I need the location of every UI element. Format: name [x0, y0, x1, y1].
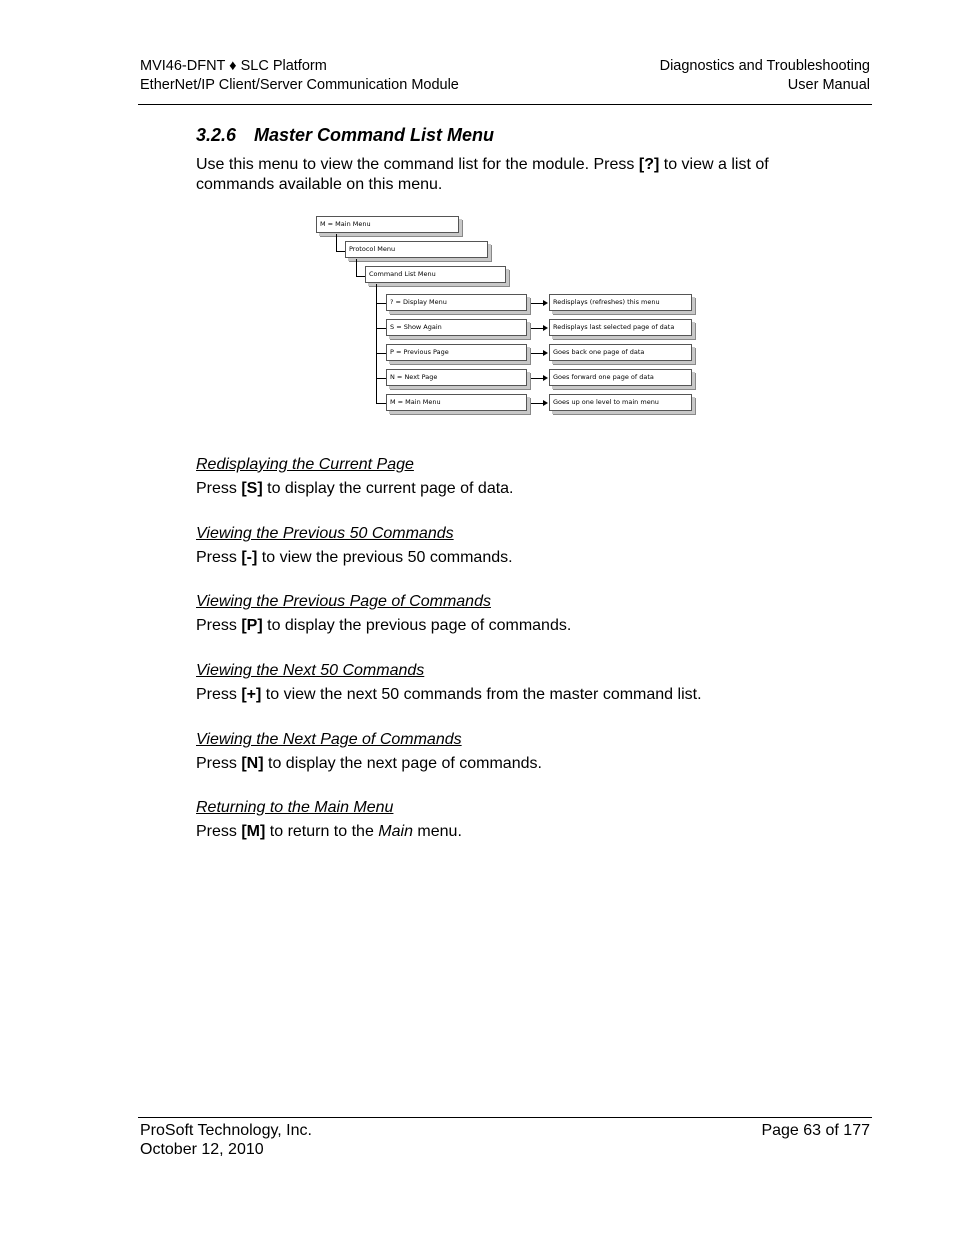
diagram-command-key-box: S = Show Again	[386, 319, 527, 336]
body-text: to display the previous page of commands.	[262, 617, 572, 634]
footer-company: ProSoft Technology, Inc.	[140, 1122, 312, 1139]
arrow-right-icon	[543, 300, 548, 306]
connector-line	[531, 328, 543, 329]
key-label: [P]	[241, 617, 263, 634]
header-divider	[138, 104, 872, 105]
intro-text-before: Use this menu to view the command list for the module. Press	[196, 156, 639, 173]
intro-key: [?]	[638, 156, 660, 173]
subsection	[196, 455, 514, 499]
connector-line	[531, 403, 543, 404]
diagram-command-key-box: M = Main Menu	[386, 394, 527, 411]
subsection-title: Viewing the Next 50 Commands	[196, 662, 425, 679]
diagram-command-desc-box: Goes forward one page of data	[549, 369, 692, 386]
header-module: EtherNet/IP Client/Server Communication Module	[140, 77, 459, 93]
running-header-right	[660, 57, 870, 95]
body-text: to display the next page of commands.	[263, 755, 542, 772]
body-text: to return to the	[265, 823, 379, 840]
subsection	[196, 730, 542, 774]
section-number: 3.2.6	[196, 125, 237, 145]
body-text: menu.	[412, 823, 462, 840]
footer-left	[140, 1121, 312, 1159]
diagram-command-desc-box: Goes up one level to main menu	[549, 394, 692, 411]
subsection-title: Viewing the Previous 50 Commands	[196, 525, 454, 542]
footer-right	[761, 1121, 870, 1140]
subsection-body	[196, 479, 514, 499]
diagram-command-key-box: ? = Display Menu	[386, 294, 527, 311]
diagram-command-desc-box: Goes back one page of data	[549, 344, 692, 361]
page-number: Page 63 of 177	[761, 1122, 870, 1139]
diagram-command-key-box: N = Next Page	[386, 369, 527, 386]
subsection-body	[196, 754, 542, 774]
body-text: Press	[196, 549, 242, 566]
connector-line	[531, 378, 543, 379]
diagram-command-desc-box: Redisplays last selected page of data	[549, 319, 692, 336]
header-manual: User Manual	[787, 77, 870, 93]
diagram-protocol-menu-box: Protocol Menu	[345, 241, 488, 258]
subsection	[196, 798, 462, 842]
subsection	[196, 524, 513, 568]
subsection-title: Returning to the Main Menu	[196, 799, 394, 816]
subsection	[196, 661, 702, 705]
key-label: [-]	[241, 549, 258, 566]
key-label: [+]	[241, 686, 262, 703]
arrow-right-icon	[543, 375, 548, 381]
subsection-title: Redisplaying the Current Page	[196, 456, 414, 473]
section-title: Master Command List Menu	[254, 125, 495, 145]
body-text: Press	[196, 480, 242, 497]
arrow-right-icon	[543, 325, 548, 331]
subsection-body	[196, 616, 571, 636]
intro-text-after: to view a list of commands available on this menu.	[196, 156, 769, 193]
connector-line	[531, 353, 543, 354]
body-text: to view the next 50 commands from the master command list.	[261, 686, 702, 703]
footer-date: October 12, 2010	[140, 1141, 264, 1158]
body-text: Press	[196, 823, 242, 840]
header-chapter: Diagnostics and Troubleshooting	[659, 58, 870, 74]
footer-divider	[138, 1117, 872, 1118]
diagram-command-key-box: P = Previous Page	[386, 344, 527, 361]
arrow-right-icon	[543, 350, 548, 356]
key-label: [M]	[241, 823, 266, 840]
arrow-right-icon	[543, 400, 548, 406]
body-text: Press	[196, 686, 242, 703]
section-heading	[196, 125, 494, 146]
key-label: [S]	[241, 480, 263, 497]
running-header-left	[140, 57, 459, 95]
section-intro	[196, 155, 836, 195]
subsection-body	[196, 822, 462, 842]
connector-line	[376, 353, 386, 354]
header-product: MVI46-DFNT ♦ SLC Platform	[140, 58, 327, 74]
connector-line	[376, 378, 386, 379]
subsection-body	[196, 685, 702, 705]
diagram-command-desc-box: Redisplays (refreshes) this menu	[549, 294, 692, 311]
body-text: Press	[196, 755, 242, 772]
menu-tree-diagram	[310, 210, 710, 425]
emphasis-text: Main	[378, 823, 413, 840]
connector-line	[531, 303, 543, 304]
subsection-title: Viewing the Previous Page of Commands	[196, 593, 491, 610]
diagram-command-list-menu-box: Command List Menu	[365, 266, 506, 283]
subsection	[196, 592, 571, 636]
subsection-title: Viewing the Next Page of Commands	[196, 731, 462, 748]
connector-line	[376, 403, 386, 404]
body-text: Press	[196, 617, 242, 634]
body-text: to view the previous 50 commands.	[257, 549, 513, 566]
connector-line	[336, 234, 337, 252]
connector-line	[376, 303, 386, 304]
key-label: [N]	[241, 755, 264, 772]
diagram-main-menu-box: M = Main Menu	[316, 216, 459, 233]
connector-line	[376, 284, 377, 404]
connector-line	[376, 328, 386, 329]
connector-line	[356, 259, 357, 277]
body-text: to display the current page of data.	[262, 480, 514, 497]
subsection-body	[196, 548, 513, 568]
